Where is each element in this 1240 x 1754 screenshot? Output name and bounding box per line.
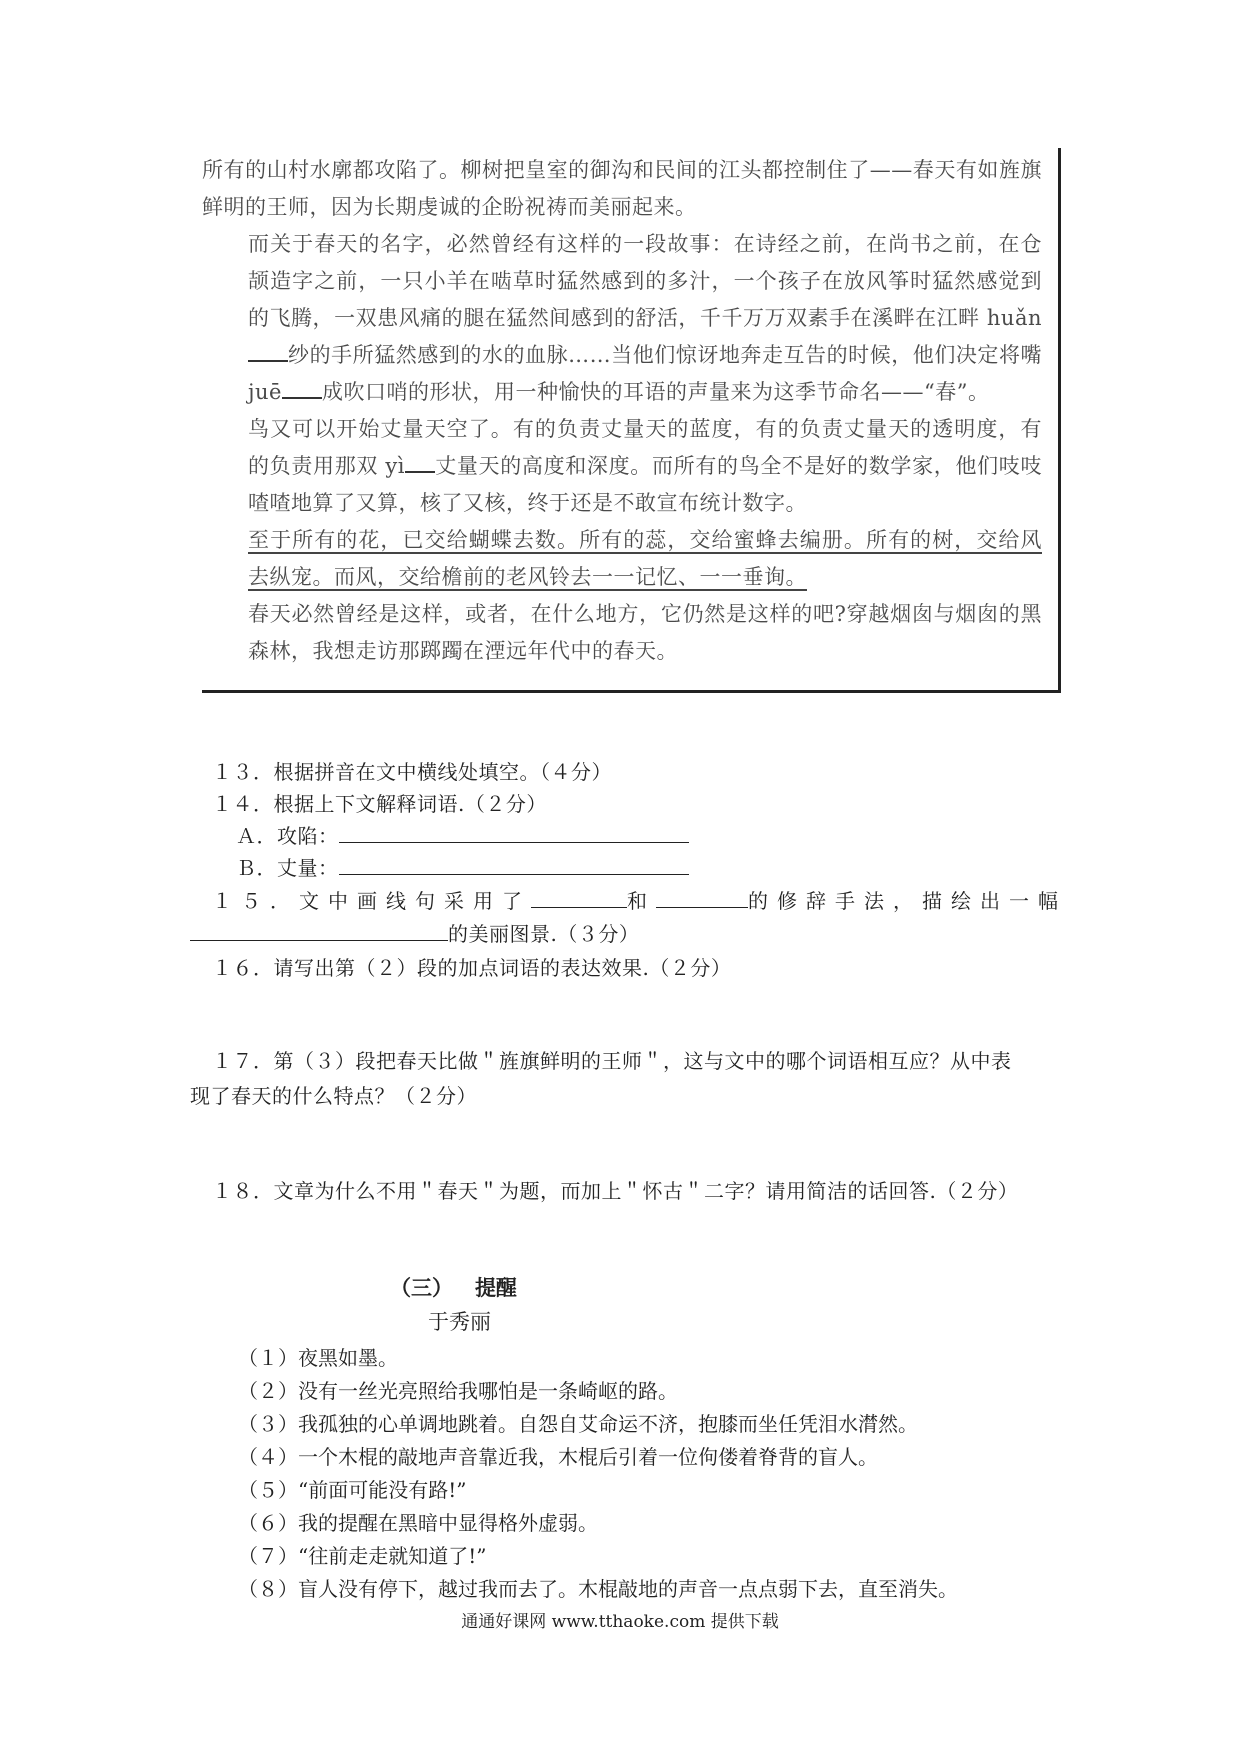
story-line-8: （８）盲人没有停下，越过我而去了。木棍敲地的声音一点点弱下去，直至消失。	[238, 1577, 958, 1601]
question-14b-label: Ｂ．丈量：	[236, 856, 339, 880]
story-line-5: （５）“前面可能没有路!”	[238, 1478, 467, 1502]
question-15-text-d: 的美丽图景.（３分）	[448, 922, 640, 946]
story-line-4: （４）一个木棍的敲地声音靠近我，木棍后引着一位佝偻着脊背的盲人。	[238, 1445, 878, 1469]
page-footer: 通通好课网 www.tthaoke.com 提供下载	[461, 1612, 779, 1632]
question-15-text-a: １５．文中画线句采用了	[212, 889, 531, 913]
blank-yi	[405, 449, 435, 473]
answer-line-14b[interactable]	[339, 854, 689, 875]
blank-huan	[248, 338, 288, 362]
pinyin-huan: huǎn	[986, 306, 1042, 330]
passage-paragraph-2	[202, 226, 1042, 411]
paragraph-2-text-a: 而关于春天的名字，必然曾经有这样的一段故事：在诗经之前，在尚书之前，在仓颉造字之前，一只小羊在啮草时猛然感到的多汁，一个孩子在放风筝时猛然感觉到的飞腾，一双患风痛的腿在猛然间感到的舒活，千千万万双素手在溪畔在江畔	[248, 232, 1042, 330]
story-line-3: （３）我孤独的心单调地跳着。自怨自艾命运不济，抱膝而坐任凭泪水潸然。	[238, 1412, 918, 1436]
question-17-line-2: 现了春天的什么特点？（２分）	[190, 1084, 477, 1108]
section-3-title: 提醒	[474, 1275, 517, 1300]
paragraph-5-text: 春天必然曾经是这样，或者，在什么地方，它仍然是这样的吧?穿越烟囱与烟囱的黑森林，我想走访那踯躅在湮远年代中的春天。	[248, 602, 1042, 663]
question-15-text-b: 和	[627, 889, 656, 913]
pinyin-jue: juē	[248, 380, 282, 404]
answer-line-15-2[interactable]	[656, 887, 748, 908]
section-3-author: 于秀丽	[428, 1310, 491, 1334]
question-15-line-2	[190, 918, 639, 947]
paragraph-3-text-b: 丈量天的高度和深度。而所有的鸟全不是好的数学家，他们吱吱喳喳地算了又算，核了又核，终于还是不敢宣布统计数字。	[248, 454, 1042, 515]
section-3-number: （三）	[390, 1275, 453, 1300]
question-17-line-1: １７．第（３）段把春天比做＂旌旗鲜明的王师＂，这与文中的哪个词语相互应？从中表	[212, 1049, 1012, 1073]
question-18: １８．文章为什么不用＂春天＂为题，而加上＂怀古＂二字？请用简洁的话回答.（２分）	[212, 1179, 1019, 1203]
story-line-7: （７）“往前走走就知道了!”	[238, 1544, 487, 1568]
question-14: １４．根据上下文解释词语.（２分）	[212, 792, 547, 816]
answer-line-15-3[interactable]	[190, 920, 448, 941]
paragraph-2-text-c: 成吹口哨的形状，用一种愉快的耳语的声量来为这季节命名——“春”。	[321, 380, 990, 404]
passage-paragraph-3	[202, 411, 1042, 522]
section-3-heading	[390, 1272, 517, 1302]
story-line-1: （１）夜黑如墨。	[238, 1346, 398, 1370]
question-15-line-1	[212, 885, 1067, 914]
answer-line-14a[interactable]	[339, 822, 689, 843]
blank-jue	[282, 375, 322, 399]
question-15-text-c: 的修辞手法，描绘出一幅	[748, 889, 1067, 913]
passage-paragraph-4	[202, 522, 1042, 596]
answer-line-15-1[interactable]	[531, 887, 627, 908]
question-13: １３．根据拼音在文中横线处填空。（４分）	[212, 760, 612, 784]
question-14b	[236, 852, 689, 881]
passage-paragraph-5	[202, 596, 1042, 670]
story-line-2: （２）没有一丝光亮照给我哪怕是一条崎岖的路。	[238, 1379, 678, 1403]
passage-paragraph-1	[202, 152, 1042, 226]
story-line-6: （６）我的提醒在黑暗中显得格外虚弱。	[238, 1511, 598, 1535]
paragraph-1-text: 所有的山村水廓都攻陷了。柳树把皇室的御沟和民间的江头都控制住了——春天有如旌旗鲜明的王师，因为长期虔诚的企盼祝祷而美丽起来。	[202, 158, 1042, 219]
question-16: １６．请写出第（２）段的加点词语的表达效果.（２分）	[212, 956, 732, 980]
underlined-sentence: 至于所有的花，已交给蝴蝶去数。所有的蕊，交给蜜蜂去编册。所有的树，交给风去纵宠。而风，交给檐前的老风铃去一一记忆、一一垂询。	[248, 528, 1042, 589]
question-14a-label: Ａ．攻陷：	[236, 824, 339, 848]
question-14a	[236, 820, 689, 849]
paragraph-2-text-b: 纱的手所猛然感到的水的血脉……当他们惊讶地奔走互告的时候，他们决定将嘴	[288, 343, 1042, 367]
paragraph-3-text-a: 鸟又可以开始丈量天空了。有的负责丈量天的蓝度，有的负责丈量天的透明度，有的负责用那双	[248, 417, 1042, 478]
pinyin-yi: yì	[385, 454, 406, 478]
